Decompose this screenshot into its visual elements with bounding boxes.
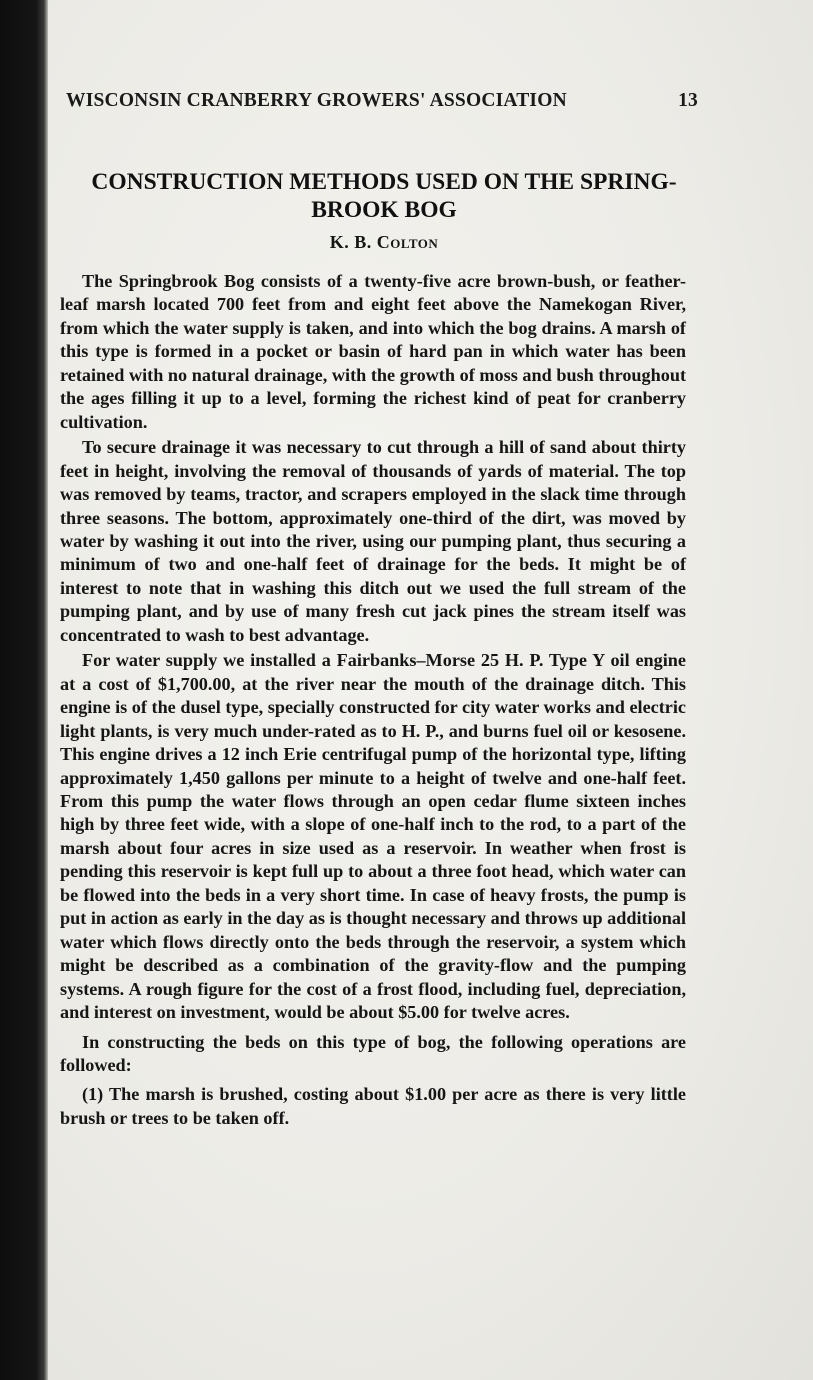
article-title-line-1: CONSTRUCTION METHODS USED ON THE SPRING- — [91, 169, 677, 195]
page-number: 13 — [678, 90, 698, 111]
paragraph-1: The Springbrook Bog consists of a twenty-five acre brown-bush, or feather-leaf marsh located 700 feet from and eight feet above the Namekogan River, from which the water supply is taken, and into which the bog drains. A marsh of this type is formed in a pocket or basin of hard pan in which water has been retained with no natural drainage, with the growth of moss and bush throughout the ages filling it up to a level, forming the richest kind of peat for cranberry cultivation. — [60, 271, 686, 432]
article-title — [68, 168, 700, 224]
article-title-line-2: BROOK BOG — [311, 197, 457, 223]
paragraph-3: For water supply we installed a Fairbanks–Morse 25 H. P. Type Y oil engine at a cost of $1,700.00, at the river near the mouth of the drainage ditch. This engine is of the dusel type, specially constructed for city water works and electric light plants, is very much under-rated as to H. P., and burns fuel oil or kesosene. This engine drives a 12 inch Erie centrifugal pump of the horizontal type, lifting approximately 1,450 gallons per minute to a height of twelve and one-half feet. From this pump the water flows through an open cedar flume sixteen inches high by three feet wide, with a slope of one-half inch to the rod, to a part of the marsh about four acres in size used as a reservoir. In weather when frost is pending this reservoir is kept full up to about a three foot head, which water can be flowed into the beds in a very short time. In case of heavy frosts, the pump is put in action as early in the day as is thought necessary and throws up additional water which flows directly onto the beds through the reservoir, a system which might be described as a combination of the gravity-flow and the pumping systems. A rough figure for the cost of a frost flood, including fuel, depreciation, and interest on investment, would be about $5.00 for twelve acres. — [60, 650, 686, 1023]
author-byline: K. B. Colton — [329, 232, 439, 252]
paragraph-4: In constructing the beds on this type of bog, the following operations are followed: — [60, 1031, 686, 1075]
book-spine-shadow — [0, 0, 48, 1380]
article-body — [60, 270, 686, 1132]
running-head — [66, 90, 698, 120]
paragraph-2: To secure drainage it was necessary to cut through a hill of sand about thirty feet in height, involving the removal of thousands of yards of material. The top was removed by teams, tractor, and scrapers employed in the slack time through three seasons. The bottom, approximately one-third of the dirt, was moved by water by washing it out into the river, using our pumping plant, thus securing a minimum of two and one-half feet of drainage for the beds. It might be of interest to note that in washing this ditch out we used the full stream of the pumping plant, and by use of many fresh cut jack pines the stream itself was concentrated to wash to best advantage. — [60, 437, 686, 645]
running-head-title: WISCONSIN CRANBERRY GROWERS' ASSOCIATION — [66, 90, 567, 111]
list-item-1: (1) The marsh is brushed, costing about $1.00 per acre as there is very little brush or trees to be taken off. — [60, 1084, 686, 1128]
